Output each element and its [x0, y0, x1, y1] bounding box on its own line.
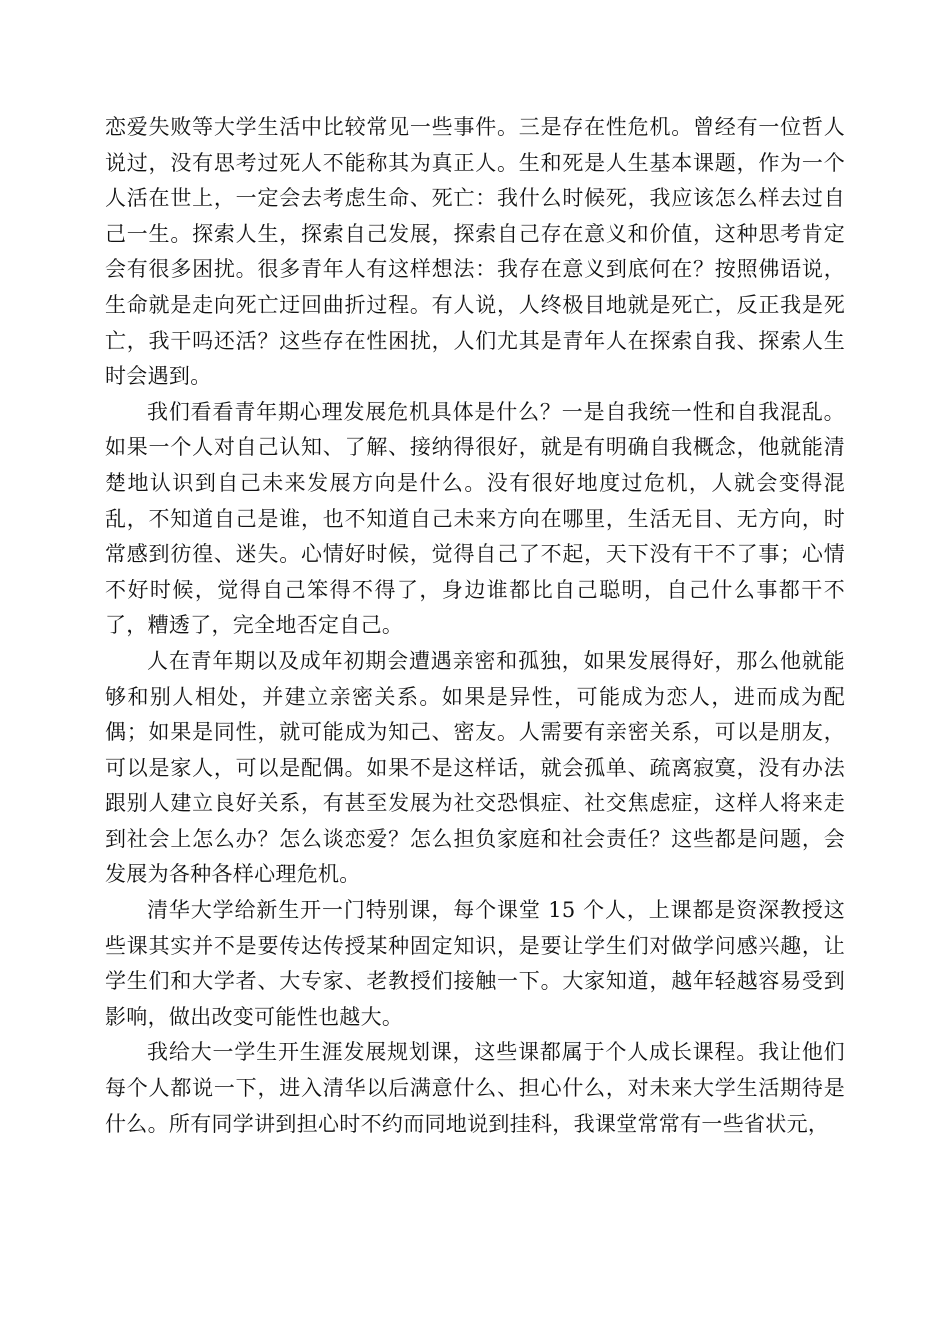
- paragraph-5: 我给大一学生开生涯发展规划课，这些课都属于个人成长课程。我让他们每个人都说一下，进入清华以后满意什么、担心什么，对未来大学生活期待是什么。所有同学讲到担心时不约而同地说到挂科，我课堂常常有一些省状元，: [105, 1040, 845, 1136]
- paragraph-2: 我们看看青年期心理发展危机具体是什么？一是自我统一性和自我混乱。如果一个人对自己认知、了解、接纳得很好，就是有明确自我概念，他就能清楚地认识到自己未来发展方向是什么。没有很好地度过危机，人就会变得混乱，不知道自己是谁，也不知道自己未来方向在哪里，生活无目、无方向，时常感到彷徨、迷失。心情好时候，觉得自己了不起，天下没有干不了事；心情不好时候，觉得自己笨得不得了，身边谁都比自己聪明，自己什么事都干不了，糟透了，完全地否定自己。: [105, 399, 845, 638]
- paragraph-4: 清华大学给新生开一门特别课，每个课堂 15 个人，上课都是资深教授这些课其实并不是要传达传授某种固定知识，是要让学生们对做学问感兴趣，让学生们和大学者、大专家、老教授们接触一下。大家知道，越年轻越容易受到影响，做出改变可能性也越大。: [105, 898, 845, 1029]
- paragraph-3: 人在青年期以及成年初期会遭遇亲密和孤独，如果发展得好，那么他就能够和别人相处，并建立亲密关系。如果是异性，可能成为恋人，进而成为配偶；如果是同性，就可能成为知己、密友。人需要有亲密关系，可以是朋友，可以是家人，可以是配偶。如果不是这样话，就会孤单、疏离寂寞，没有办法跟别人建立良好关系，有甚至发展为社交恐惧症、社交焦虑症，这样人将来走到社会上怎么办？怎么谈恋爱？怎么担负家庭和社会责任？这些都是问题，会发展为各种各样心理危机。: [105, 648, 845, 887]
- body-text: [105, 110, 845, 1142]
- paragraph-1: 恋爱失败等大学生活中比较常见一些事件。三是存在性危机。曾经有一位哲人说过，没有思考过死人不能称其为真正人。生和死是人生基本课题，作为一个人活在世上，一定会去考虑生命、死亡：我什么时候死，我应该怎么样去过自己一生。探索人生，探索自己发展，探索自己存在意义和价值，这种思考肯定会有很多困扰。很多青年人有这样想法：我存在意义到底何在？按照佛语说，生命就是走向死亡迂回曲折过程。有人说，人终极目地就是死亡，反正我是死亡，我干吗还活？这些存在性困扰，人们尤其是青年人在探索自我、探索人生时会遇到。: [105, 115, 845, 389]
